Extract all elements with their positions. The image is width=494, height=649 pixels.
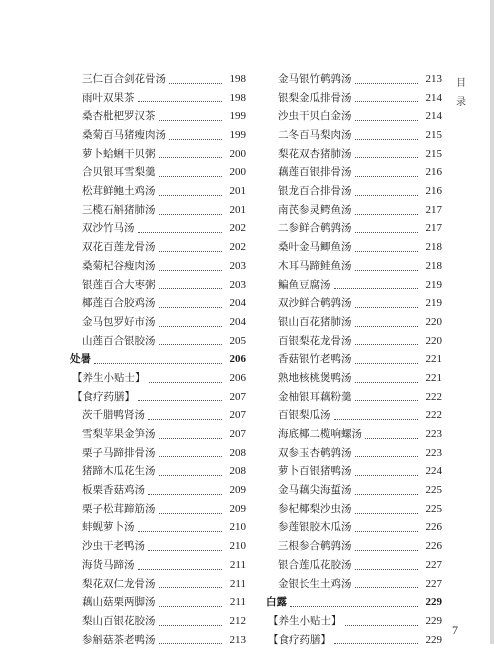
toc-entry-page: 218 — [425, 241, 442, 254]
toc-column-left — [70, 70, 246, 649]
toc-entry[interactable] — [70, 220, 246, 239]
dot-leader — [138, 232, 223, 233]
toc-entry-page: 219 — [425, 278, 442, 291]
toc-entry-page: 216 — [425, 166, 442, 179]
toc-entry-page: 217 — [425, 222, 442, 235]
dot-leader — [355, 307, 419, 308]
toc-entry-title: 萝卜蛤蜊干贝粥 — [82, 147, 156, 160]
toc-entry-page: 214 — [425, 91, 442, 104]
toc-entry-title: 处暑 — [70, 353, 91, 366]
toc-entry-title: 梨山百银花胶汤 — [82, 614, 156, 627]
toc-entry-page: 224 — [425, 465, 442, 478]
toc-entry-page: 229 — [425, 596, 442, 609]
toc-entry-page: 211 — [229, 577, 246, 590]
toc-entry-title: 南芪参灵鳄鱼汤 — [278, 203, 352, 216]
toc-entry-title: 双沙竹马汤 — [82, 222, 135, 235]
toc-entry[interactable] — [266, 350, 442, 369]
toc-entry-page: 213 — [425, 72, 442, 85]
toc-entry-page: 222 — [425, 390, 442, 403]
toc-entry[interactable] — [70, 89, 246, 108]
toc-entry-page: 218 — [425, 259, 442, 272]
toc-entry-title: 雨叶双果茶 — [82, 91, 135, 104]
toc-entry[interactable] — [70, 519, 246, 538]
page-edge-shadow — [490, 0, 494, 644]
toc-subheading[interactable] — [70, 369, 246, 388]
toc-entry-page: 207 — [229, 428, 246, 441]
dot-leader — [138, 400, 222, 401]
toc-entry-title: 桑杏枇杷罗汉茶 — [82, 110, 156, 123]
dot-leader — [355, 83, 419, 84]
toc-entry-title: 参杞椰梨沙虫汤 — [278, 502, 352, 515]
toc-entry[interactable] — [70, 126, 246, 145]
toc-section-heading[interactable] — [266, 593, 442, 612]
toc-entry-title: 猪蹄木瓜花生汤 — [82, 465, 156, 478]
toc-entry-page: 221 — [425, 353, 442, 366]
toc-entry[interactable] — [266, 201, 442, 220]
toc-entry-title: 木耳马蹄鲑鱼汤 — [278, 259, 352, 272]
toc-entry-title: 熟地核桃煲鸭汤 — [278, 371, 352, 384]
toc-entry-title: 沙虫干老鸭汤 — [82, 540, 145, 553]
toc-entry-title: 萝卜百银猪鸭汤 — [278, 465, 352, 478]
toc-entry-page: 200 — [229, 147, 246, 160]
toc-entry-title: 鳊鱼豆腐汤 — [278, 278, 331, 291]
toc-entry-title: 藕莲百银排骨汤 — [278, 166, 352, 179]
dot-leader — [334, 288, 419, 289]
toc-entry-page: 215 — [425, 129, 442, 142]
side-label-lu: 录 — [456, 97, 466, 108]
toc-entry[interactable] — [266, 182, 442, 201]
toc-entry[interactable] — [266, 238, 442, 257]
dot-leader — [148, 419, 222, 420]
toc-subheading[interactable] — [70, 388, 246, 407]
dot-leader — [159, 195, 223, 196]
dot-leader — [159, 475, 223, 476]
dot-leader — [159, 587, 223, 588]
toc-entry[interactable] — [266, 313, 442, 332]
dot-leader — [159, 214, 223, 215]
toc-entry-title: 参斛菇茶老鸭汤 — [82, 633, 156, 646]
dot-leader — [355, 195, 419, 196]
toc-entry-title: 三仁百合剑花骨汤 — [82, 72, 166, 85]
toc-entry-title: 三榄石斛猪肺汤 — [82, 203, 156, 216]
dot-leader — [159, 251, 223, 252]
toc-entry[interactable] — [70, 593, 246, 612]
dot-leader — [355, 400, 419, 401]
toc-entry-title: 二冬百马梨肉汤 — [278, 129, 352, 142]
dot-leader — [159, 326, 223, 327]
toc-entry-page: 207 — [229, 390, 246, 403]
toc-entry[interactable] — [70, 70, 246, 89]
toc-entry[interactable] — [70, 313, 246, 332]
dot-leader — [355, 456, 419, 457]
toc-entry[interactable] — [266, 276, 442, 295]
toc-entry[interactable] — [266, 294, 442, 313]
dot-leader — [159, 307, 223, 308]
dot-leader — [138, 101, 223, 102]
toc-entry-page: 226 — [425, 521, 442, 534]
toc-entry-page: 220 — [425, 334, 442, 347]
dot-leader — [355, 120, 419, 121]
dot-leader — [355, 587, 419, 588]
toc-entry-page: 198 — [229, 91, 246, 104]
toc-entry-page: 227 — [425, 577, 442, 590]
toc-entry-page: 202 — [229, 222, 246, 235]
dot-leader — [290, 606, 418, 607]
toc-entry-title: 双沙鲜合鹌鹑汤 — [278, 297, 352, 310]
toc-entry-page: 203 — [229, 278, 246, 291]
toc-entry-page: 219 — [425, 297, 442, 310]
toc-entry-title: 金柚银耳藕粉羹 — [278, 390, 352, 403]
toc-entry-page: 205 — [229, 334, 246, 347]
dot-leader — [355, 251, 419, 252]
toc-entry[interactable] — [266, 425, 442, 444]
toc-entry-page: 221 — [425, 371, 442, 384]
toc-section-heading[interactable] — [70, 350, 246, 369]
toc-entry[interactable] — [70, 631, 246, 649]
dot-leader — [159, 157, 223, 158]
dot-leader — [355, 139, 419, 140]
toc-entry-page: 223 — [425, 446, 442, 459]
toc-entry[interactable] — [70, 537, 246, 556]
toc-entry-title: 蚌蚬萝卜汤 — [82, 521, 135, 534]
dot-leader — [169, 83, 222, 84]
toc-entry[interactable] — [70, 481, 246, 500]
toc-entry-title: 栗子马蹄排骨汤 — [82, 446, 156, 459]
toc-entry-title: 双花百莲龙骨汤 — [82, 241, 156, 254]
toc-entry[interactable] — [70, 238, 246, 257]
toc-entry[interactable] — [70, 406, 246, 425]
toc-entry[interactable] — [70, 444, 246, 463]
toc-entry-title: 三根参合鹌鹑汤 — [278, 540, 352, 553]
toc-entry[interactable] — [266, 332, 442, 351]
toc-entry-title: 香菇银竹老鸭汤 — [278, 353, 352, 366]
dot-leader — [159, 456, 223, 457]
toc-entry[interactable] — [266, 537, 442, 556]
toc-entry[interactable] — [70, 612, 246, 631]
toc-entry-page: 213 — [229, 633, 246, 646]
toc-entry-title: 双参玉杏鹌鹑汤 — [278, 446, 352, 459]
toc-entry-page: 204 — [229, 315, 246, 328]
dot-leader — [159, 513, 223, 514]
toc-entry[interactable] — [266, 89, 442, 108]
dot-leader — [355, 513, 419, 514]
toc-entry-title: 银莲百合大枣粥 — [82, 278, 156, 291]
toc-entry[interactable] — [70, 500, 246, 519]
toc-entry-title: 二参鲜合鹌鹑汤 — [278, 222, 352, 235]
dot-leader — [355, 475, 419, 476]
toc-entry-page: 211 — [229, 596, 246, 609]
toc-entry-page: 206 — [229, 371, 246, 384]
toc-entry[interactable] — [70, 257, 246, 276]
dot-leader — [355, 101, 419, 102]
toc-entry-page: 199 — [229, 129, 246, 142]
dot-leader — [149, 382, 223, 383]
toc-entry-page: 210 — [229, 540, 246, 553]
dot-leader — [355, 531, 419, 532]
toc-entry[interactable] — [266, 220, 442, 239]
toc-entry[interactable] — [70, 425, 246, 444]
dot-leader — [94, 363, 222, 364]
dot-leader — [355, 232, 419, 233]
toc-entry-page: 199 — [229, 110, 246, 123]
toc-entry-page: 209 — [229, 484, 246, 497]
dot-leader — [355, 270, 419, 271]
toc-entry[interactable] — [70, 163, 246, 182]
toc-entry-title: 百银梨花龙骨汤 — [278, 334, 352, 347]
toc-entry[interactable] — [266, 126, 442, 145]
toc-entry[interactable] — [266, 388, 442, 407]
toc-entry[interactable] — [266, 369, 442, 388]
dot-leader — [159, 438, 223, 439]
toc-entry-title: 【养生小贴士】 — [268, 614, 342, 627]
toc-entry-title: 茨千腊鸭肾汤 — [82, 409, 145, 422]
toc-entry-page: 227 — [425, 558, 442, 571]
dot-leader — [355, 569, 419, 570]
toc-entry-page: 220 — [425, 315, 442, 328]
toc-entry-page: 223 — [425, 428, 442, 441]
dot-leader — [138, 569, 223, 570]
dot-leader — [355, 326, 419, 327]
toc-entry-title: 白露 — [266, 596, 287, 609]
dot-leader — [138, 531, 223, 532]
toc-entry-title: 藕山菇栗两脚汤 — [82, 596, 156, 609]
dot-leader — [159, 606, 223, 607]
toc-entry-page: 212 — [229, 614, 246, 627]
toc-entry-page: 202 — [229, 241, 246, 254]
toc-subheading[interactable] — [266, 631, 442, 649]
toc-entry-title: 梨花双仁龙骨汤 — [82, 577, 156, 590]
dot-leader — [159, 288, 223, 289]
toc-entry-page: 201 — [229, 185, 246, 198]
toc-entry-title: 金马银竹鹌鹑汤 — [278, 72, 352, 85]
toc-entry-title: 银梨金瓜排骨汤 — [278, 91, 352, 104]
toc-entry[interactable] — [70, 462, 246, 481]
dot-leader — [148, 494, 222, 495]
toc-entry-title: 沙虫干贝白金汤 — [278, 110, 352, 123]
dot-leader — [159, 176, 223, 177]
dot-leader — [169, 139, 222, 140]
toc-entry[interactable] — [266, 257, 442, 276]
toc-entry-title: 桑菊百马猪瘦肉汤 — [82, 129, 166, 142]
toc-entry-page: 229 — [425, 614, 442, 627]
toc-entry-title: 参莲银胶木瓜汤 — [278, 521, 352, 534]
toc-entry[interactable] — [266, 145, 442, 164]
toc-entry-title: 松茸鲜鲍土鸡汤 — [82, 185, 156, 198]
toc-entry-page: 204 — [229, 297, 246, 310]
toc-entry-page: 206 — [229, 353, 246, 366]
toc-entry-title: 桑菊杞谷瘦肉汤 — [82, 259, 156, 272]
toc-entry-page: 229 — [425, 633, 442, 646]
toc-entry-page: 198 — [229, 72, 246, 85]
toc-entry[interactable] — [70, 107, 246, 126]
toc-entry[interactable] — [266, 444, 442, 463]
toc-entry-page: 200 — [229, 166, 246, 179]
toc-entry-title: 海底椰二榄响螺汤 — [278, 428, 362, 441]
toc-entry-title: 银合莲瓜花胶汤 — [278, 558, 352, 571]
toc-entry-title: 【食疗药膳】 — [72, 390, 135, 403]
toc-entry-title: 合贝银耳雪梨羹 — [82, 166, 156, 179]
toc-entry-title: 金银长生土鸡汤 — [278, 577, 352, 590]
toc-entry[interactable] — [266, 70, 442, 89]
toc-entry-title: 金马包罗好市汤 — [82, 315, 156, 328]
toc-entry-page: 211 — [229, 558, 246, 571]
dot-leader — [148, 550, 222, 551]
toc-entry[interactable] — [70, 556, 246, 575]
toc-entry-page: 203 — [229, 259, 246, 272]
toc-entry[interactable] — [266, 481, 442, 500]
toc-entry[interactable] — [70, 182, 246, 201]
toc-entry[interactable] — [266, 406, 442, 425]
toc-entry-page: 201 — [229, 203, 246, 216]
toc-entry[interactable] — [266, 575, 442, 594]
dot-leader — [345, 625, 419, 626]
toc-entry-page: 208 — [229, 465, 246, 478]
toc-entry-page: 225 — [425, 502, 442, 515]
dot-leader — [355, 550, 419, 551]
dot-leader — [159, 625, 223, 626]
toc-entry-page: 208 — [229, 446, 246, 459]
toc-entry[interactable] — [266, 163, 442, 182]
toc-entry-title: 金马藕尖海蜇汤 — [278, 484, 352, 497]
toc-entry-title: 栗子松茸蹄筋汤 — [82, 502, 156, 515]
dot-leader — [365, 438, 418, 439]
toc-entry-title: 山莲百合银胶汤 — [82, 334, 156, 347]
dot-leader — [355, 176, 419, 177]
toc-entry-page: 214 — [425, 110, 442, 123]
toc-entry-page: 222 — [425, 409, 442, 422]
toc-entry-page: 209 — [229, 502, 246, 515]
toc-entry-title: 梨花双杏猪肺汤 — [278, 147, 352, 160]
toc-entry[interactable] — [70, 294, 246, 313]
toc-entry-title: 板栗香菇鸡汤 — [82, 484, 145, 497]
dot-leader — [334, 419, 419, 420]
toc-entry[interactable] — [70, 276, 246, 295]
toc-entry-page: 207 — [229, 409, 246, 422]
dot-leader — [355, 214, 419, 215]
toc-entry[interactable] — [70, 332, 246, 351]
dot-leader — [159, 120, 223, 121]
toc-entry-title: 银龙百合排骨汤 — [278, 185, 352, 198]
side-label-mu: 目 — [456, 78, 466, 89]
toc-entry-title: 桑叶金马鲫鱼汤 — [278, 241, 352, 254]
toc-entry[interactable] — [266, 519, 442, 538]
toc-entry-page: 215 — [425, 147, 442, 160]
toc-column-right — [266, 70, 442, 649]
toc-entry-page: 216 — [425, 185, 442, 198]
dot-leader — [159, 344, 223, 345]
toc-entry[interactable] — [70, 145, 246, 164]
toc-entry-title: 银山百花猪肺汤 — [278, 315, 352, 328]
dot-leader — [355, 494, 419, 495]
toc-entry[interactable] — [70, 575, 246, 594]
toc-entry[interactable] — [266, 556, 442, 575]
toc-entry-title: 【食疗药膳】 — [268, 633, 331, 646]
toc-entry-page: 226 — [425, 540, 442, 553]
toc-entry[interactable] — [70, 201, 246, 220]
dot-leader — [355, 382, 419, 383]
toc-entry-page: 210 — [229, 521, 246, 534]
toc-entry-title: 百银梨瓜汤 — [278, 409, 331, 422]
toc-entry[interactable] — [266, 462, 442, 481]
toc-entry[interactable] — [266, 500, 442, 519]
toc-entry[interactable] — [266, 107, 442, 126]
toc-entry-title: 【养生小贴士】 — [72, 371, 146, 384]
dot-leader — [355, 157, 419, 158]
toc-entry-title: 雪梨苹果金笋汤 — [82, 428, 156, 441]
toc-entry-title: 椰莲百合胶鸡汤 — [82, 297, 156, 310]
toc-entry-title: 海货马蹄汤 — [82, 558, 135, 571]
toc-subheading[interactable] — [266, 612, 442, 631]
dot-leader — [355, 363, 419, 364]
page-number: 7 — [452, 623, 458, 637]
dot-leader — [355, 344, 419, 345]
dot-leader — [159, 270, 223, 271]
toc-entry-page: 225 — [425, 484, 442, 497]
toc-entry-page: 217 — [425, 203, 442, 216]
